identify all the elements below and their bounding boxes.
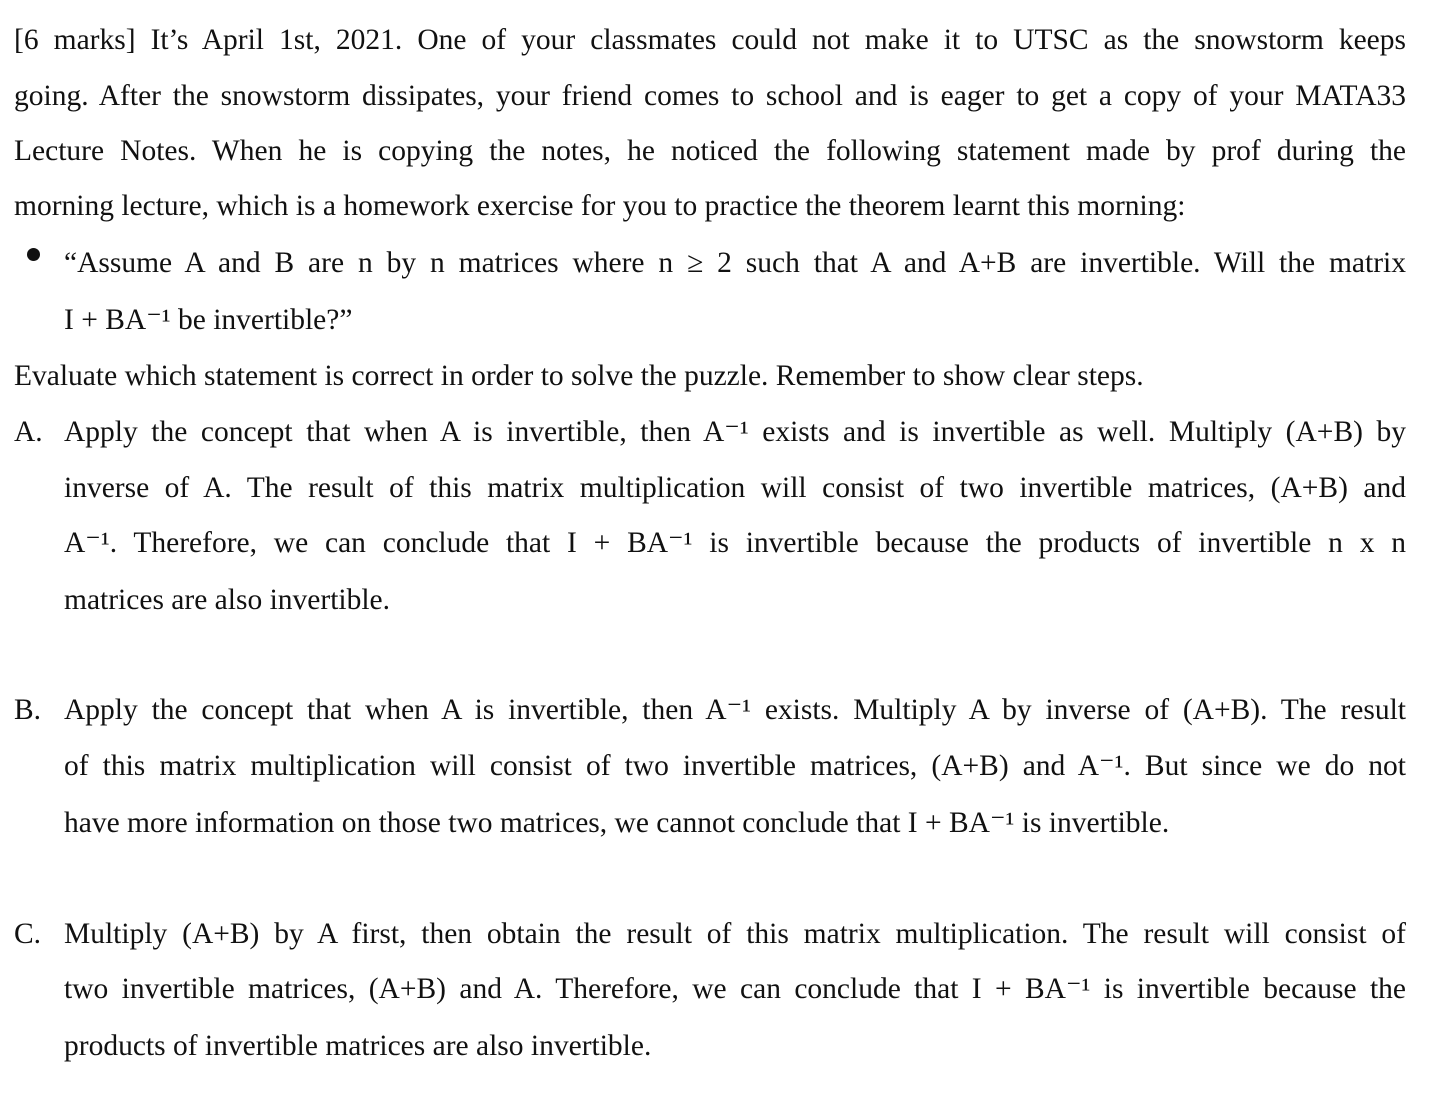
option-b-label: B.	[14, 694, 42, 726]
option-c-label: C.	[14, 918, 42, 950]
option-a-label: A.	[14, 416, 43, 448]
option-b-line-1: Apply the concept that when A is invertible, then A⁻¹ exists. Multiply A by inverse of (A+B). The result	[64, 694, 1406, 726]
instruction-text: Evaluate which statement is correct in order to solve the puzzle. Remember to show clear steps.	[14, 360, 1144, 392]
option-a-line-1: Apply the concept that when A is invertible, then A⁻¹ exists and is invertible as well. Multiply (A+B) by	[64, 416, 1406, 448]
statement-line-2: I + BA⁻¹ be invertible?”	[64, 304, 353, 336]
statement-line-1: “Assume A and B are n by n matrices where n ≥ 2 such that A and A+B are invertible. Will the matrix	[64, 247, 1406, 279]
option-c-line-2: two invertible matrices, (A+B) and A. Therefore, we can conclude that I + BA⁻¹ is invertible because the	[64, 973, 1406, 1005]
option-a-line-3: A⁻¹. Therefore, we can conclude that I + BA⁻¹ is invertible because the products of invertible n x n	[64, 527, 1406, 559]
option-a-line-4: matrices are also invertible.	[64, 584, 390, 616]
intro-line-4: morning lecture, which is a homework exercise for you to practice the theorem learnt this morning:	[14, 190, 1186, 222]
option-c-line-3: products of invertible matrices are also invertible.	[64, 1030, 652, 1062]
intro-line-1	[14, 22, 1406, 58]
intro-line-2: going. After the snowstorm dissipates, your friend comes to school and is eager to get a copy of your MATA33	[14, 80, 1406, 112]
marks-label: [6 marks]	[14, 24, 136, 56]
option-c-line-1: Multiply (A+B) by A first, then obtain the result of this matrix multiplication. The result will consist of	[64, 918, 1406, 950]
intro-text: It’s April 1st, 2021. One of your classmates could not make it to UTSC as the snowstorm keeps	[150, 24, 1407, 56]
intro-line-3: Lecture Notes. When he is copying the notes, he noticed the following statement made by prof during the	[14, 135, 1406, 167]
bullet-icon	[27, 248, 40, 261]
option-b-line-3: have more information on those two matrices, we cannot conclude that I + BA⁻¹ is invertible.	[64, 807, 1170, 839]
option-b-line-2: of this matrix multiplication will consist of two invertible matrices, (A+B) and A⁻¹. But since we do not	[64, 750, 1406, 782]
option-a-line-2: inverse of A. The result of this matrix multiplication will consist of two invertible matrices, (A+B) and	[64, 472, 1406, 504]
